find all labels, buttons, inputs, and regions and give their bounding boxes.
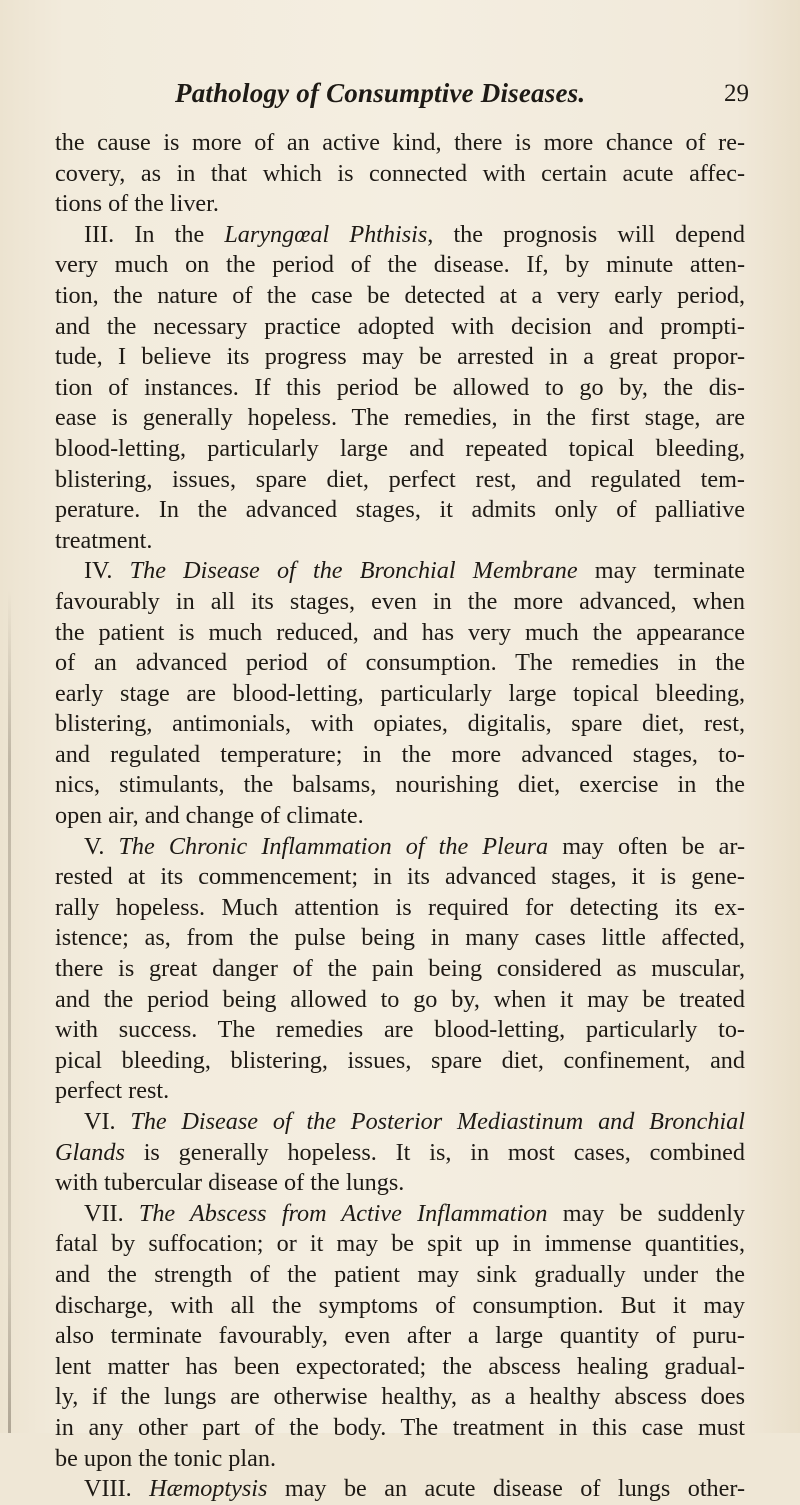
text-run: the cause is more of an active kind, there is more chance of re- bbox=[55, 129, 745, 156]
text-run: also terminate favourably, even after a large quantity of puru- bbox=[55, 1322, 745, 1350]
text-run: early stage are blood-letting, particularly large topical bleeding, bbox=[55, 679, 745, 707]
text-run: V. bbox=[84, 832, 119, 860]
text-run: is generally hopeless. It is, in most cases, combined bbox=[124, 1138, 745, 1166]
text-run: the patient is much reduced, and has very much the appearance bbox=[55, 618, 745, 646]
italic-text: The Disease of the Posterior Mediastinum and Bronchial bbox=[130, 1108, 745, 1135]
text-line bbox=[55, 281, 745, 312]
text-line bbox=[55, 403, 745, 434]
text-run: and the period being allowed to go by, when it may be treated bbox=[55, 985, 745, 1013]
text-line bbox=[55, 648, 745, 679]
text-line bbox=[55, 587, 745, 618]
text-line bbox=[55, 312, 745, 343]
text-line bbox=[55, 1352, 745, 1383]
text-run: of an advanced period of consumption. The remedies in the bbox=[55, 649, 745, 677]
text-line bbox=[55, 985, 745, 1016]
text-line bbox=[55, 373, 745, 404]
text-line bbox=[55, 618, 745, 649]
text-line bbox=[55, 189, 745, 220]
text-line bbox=[55, 1168, 745, 1199]
text-run: perfect rest. bbox=[55, 1077, 170, 1105]
text-line bbox=[55, 832, 745, 863]
text-line bbox=[55, 495, 745, 526]
text-line bbox=[55, 1138, 745, 1169]
text-run: istence; as, from the pulse being in many cases little affected, bbox=[55, 924, 745, 952]
text-line bbox=[55, 159, 745, 190]
text-run: VI. bbox=[84, 1108, 131, 1135]
text-run: be upon the tonic plan. bbox=[55, 1444, 276, 1472]
text-run: discharge, with all the symptoms of consumption. But it may bbox=[55, 1291, 745, 1319]
text-line bbox=[55, 801, 745, 832]
italic-text: The Chronic Inflammation of the Pleura bbox=[118, 832, 549, 860]
text-run: ease is generally hopeless. The remedies, in the first stage, are bbox=[55, 404, 745, 432]
text-run: treatment. bbox=[55, 526, 153, 554]
italic-text: The Disease of the Bronchial Membrane bbox=[129, 557, 578, 585]
text-line bbox=[55, 1229, 745, 1260]
text-line bbox=[55, 465, 745, 496]
text-run: rested at its commencement; in its advanced stages, it is gene- bbox=[55, 863, 745, 891]
italic-text: The Abscess from Active Inflammation bbox=[138, 1199, 548, 1227]
text-line bbox=[55, 862, 745, 893]
text-line bbox=[55, 342, 745, 373]
text-run: tion, the nature of the case be detected at a very early period, bbox=[55, 281, 745, 309]
text-line bbox=[55, 1015, 745, 1046]
text-run: tion of instances. If this period be allowed to go by, the dis- bbox=[55, 373, 745, 401]
text-line bbox=[55, 250, 745, 281]
text-run: may be suddenly bbox=[547, 1199, 746, 1227]
running-head bbox=[0, 78, 800, 114]
text-line bbox=[55, 893, 745, 924]
text-run: and the necessary practice adopted with decision and prompti- bbox=[55, 312, 745, 340]
text-run: ly, if the lungs are otherwise healthy, as a healthy abscess does bbox=[55, 1383, 745, 1411]
text-line bbox=[55, 923, 745, 954]
text-run: open air, and change of climate. bbox=[55, 802, 364, 830]
text-run: lent matter has been expectorated; the abscess healing gradual- bbox=[55, 1352, 745, 1380]
text-run: blistering, issues, spare diet, perfect rest, and regulated tem- bbox=[55, 465, 745, 493]
text-run: in any other part of the body. The treatment in this case must bbox=[55, 1413, 745, 1441]
text-line bbox=[55, 709, 745, 740]
text-line bbox=[55, 526, 745, 557]
body-text bbox=[55, 128, 745, 1505]
text-line bbox=[55, 679, 745, 710]
text-run: may terminate bbox=[577, 557, 745, 585]
text-run: perature. In the advanced stages, it admits only of palliative bbox=[55, 496, 745, 524]
text-run: may often be ar- bbox=[548, 832, 745, 860]
text-line bbox=[55, 1444, 745, 1475]
text-run: and the strength of the patient may sink gradually under the bbox=[55, 1260, 745, 1288]
text-run: there is great danger of the pain being considered as muscular, bbox=[55, 955, 745, 983]
page-number: 29 bbox=[724, 80, 749, 107]
text-run: with tubercular disease of the lungs. bbox=[55, 1169, 405, 1197]
text-run: IV. bbox=[84, 557, 130, 585]
text-run: very much on the period of the disease. If, by minute atten- bbox=[55, 251, 745, 279]
text-line bbox=[55, 1474, 745, 1505]
italic-text: Laryngœal Phthisis bbox=[224, 220, 428, 248]
text-line bbox=[55, 1107, 745, 1138]
text-run: pical bleeding, blistering, issues, spare diet, confinement, and bbox=[55, 1046, 745, 1074]
text-line bbox=[55, 770, 745, 801]
text-run: VIII. bbox=[84, 1475, 150, 1503]
text-run: nics, stimulants, the balsams, nourishing diet, exercise in the bbox=[55, 771, 745, 799]
text-line bbox=[55, 1076, 745, 1107]
text-line bbox=[55, 1382, 745, 1413]
text-line bbox=[55, 1321, 745, 1352]
italic-text: Glands bbox=[55, 1138, 125, 1166]
text-run: tude, I believe its progress may be arrested in a great propor- bbox=[55, 343, 745, 371]
text-line bbox=[55, 220, 745, 251]
text-run: , the prognosis will depend bbox=[427, 220, 745, 248]
text-line bbox=[55, 1199, 745, 1230]
text-line bbox=[55, 1046, 745, 1077]
text-line bbox=[55, 1260, 745, 1291]
text-run: and regulated temperature; in the more advanced stages, to- bbox=[55, 740, 745, 768]
text-line bbox=[55, 740, 745, 771]
text-run: III. In the bbox=[84, 220, 225, 248]
text-line bbox=[55, 954, 745, 985]
text-run: rally hopeless. Much attention is required for detecting its ex- bbox=[55, 893, 745, 921]
text-run: with success. The remedies are blood-letting, particularly to- bbox=[55, 1016, 745, 1044]
text-run: favourably in all its stages, even in the more advanced, when bbox=[55, 587, 745, 615]
text-run: blood-letting, particularly large and repeated topical bleeding, bbox=[55, 434, 745, 462]
text-line bbox=[55, 1291, 745, 1322]
text-run: may be an acute disease of lungs other- bbox=[267, 1475, 746, 1503]
text-run: fatal by suffocation; or it may be spit up in immense quantities, bbox=[55, 1230, 745, 1258]
text-run: covery, as in that which is connected with certain acute affec- bbox=[55, 159, 745, 187]
italic-text: Hæmoptysis bbox=[149, 1475, 268, 1503]
text-run: tions of the liver. bbox=[55, 190, 219, 218]
page-gutter-shadow bbox=[8, 590, 11, 1433]
running-title: Pathology of Consumptive Diseases. bbox=[175, 78, 586, 108]
text-run: blistering, antimonials, with opiates, digitalis, spare diet, rest, bbox=[55, 710, 745, 738]
text-line bbox=[55, 434, 745, 465]
text-line bbox=[55, 1413, 745, 1444]
text-run: VII. bbox=[84, 1199, 139, 1227]
text-line bbox=[55, 556, 745, 587]
text-line bbox=[55, 128, 745, 159]
